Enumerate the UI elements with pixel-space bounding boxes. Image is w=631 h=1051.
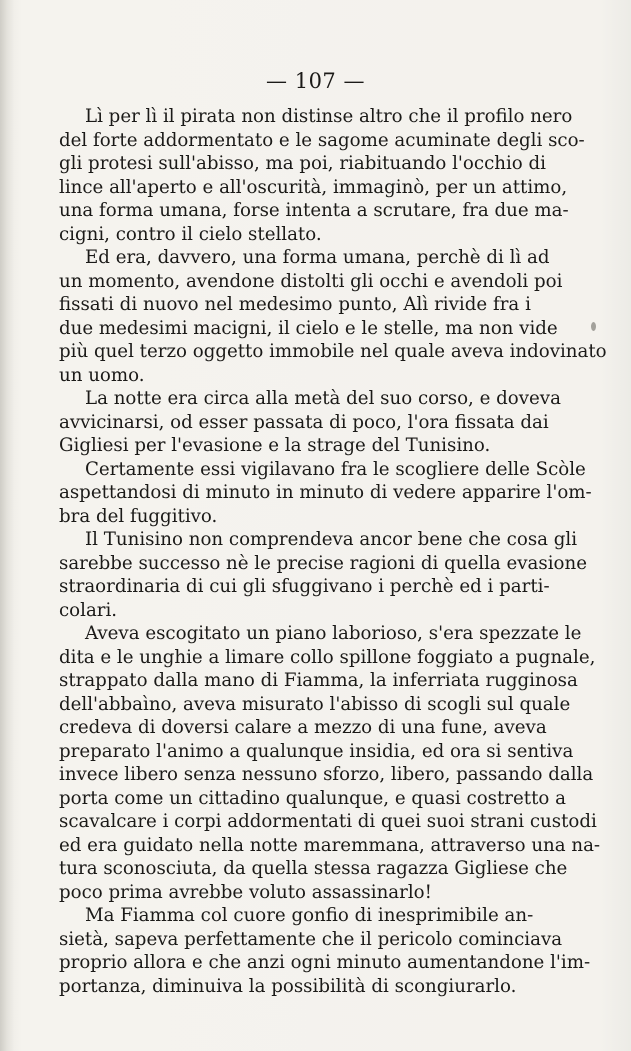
text-line: portanza, diminuiva la possibilità di scongiurarlo. [59,975,517,997]
text-line: ed era guidato nella notte maremmana, attraverso una na- [59,834,601,856]
text-line: scavalcare i corpi addormentati di quei suoi strani custodi [59,811,597,832]
text-line: fissati di nuovo nel medesimo punto, Alì rivide fra i [59,294,531,315]
text-line: poco prima avrebbe voluto assassinarlo! [59,881,432,903]
text-line: straordinaria di cui gli sfuggivano i perchè ed i parti- [59,576,550,597]
text-line: più quel terzo oggetto immobile nel quale aveva indovinato [59,341,607,362]
text-line: invece libero senza nessuno sforzo, libero, passando dalla [59,764,594,785]
text-line: sietà, sapeva perfettamente che il pericolo cominciava [59,928,563,950]
text-line: porta come un cittadino qualunque, e quasi costretto a [59,787,566,809]
text-line: Certamente essi vigilavano fra le scogliere delle Scòle [85,458,586,480]
text-line: del forte addormentato e le sagome acuminate degli sco- [59,129,585,151]
text-line: cigni, contro il cielo stellato. [59,223,322,245]
text-line: Aveva escogitato un piano laborioso, s'era spezzate le [85,623,582,644]
body-text [59,105,607,998]
text-line: credeva di doversi calare a mezzo di una fune, aveva [59,717,547,738]
paragraph [59,387,561,458]
text-line: lince all'aperto e all'oscurità, immaginò, per un attimo, [59,176,568,198]
text-line: dell'abbaìno, aveva misurato l'abisso di scogli sul quale [59,693,571,715]
text-line: un uomo. [59,364,145,386]
text-line: dita e le unghie a limare collo spillone foggiato a pugnale, [59,646,596,668]
paragraph [59,622,601,904]
text-line: bra del fuggitivo. [59,505,218,527]
text-line: proprio allora e che anzi ogni minuto aumentandone l'im- [59,952,591,973]
text-line: aspettandosi di minuto in minuto di vedere apparire l'om- [59,482,592,503]
text-line: Il Tunisino non comprendeva ancor bene che cosa gli [85,529,578,550]
text-line: sarebbe successo nè le precise ragioni di quella evasione [59,552,587,574]
text-line: tura sconosciuta, da quella stessa ragazza Gigliese che [59,858,568,879]
text-line: Lì per lì il pirata non distinse altro che il profilo nero [85,106,573,127]
paragraph [59,528,587,622]
text-line: colari. [59,599,118,621]
text-line: strappato dalla mano di Fiamma, la inferriata rugginosa [59,670,578,691]
page-spine-shadow [0,0,14,1051]
paragraph [59,458,592,529]
text-line: Gigliesi per l'evasione e la strage del Tunisino. [59,435,491,456]
text-line: gli protesi sull'abisso, ma poi, riabituando l'occhio di [59,153,546,174]
paragraph [59,246,607,387]
paragraph [59,904,591,998]
paper-speck [591,322,596,331]
text-line: Ma Fiamma col cuore gonfio di inesprimibile an- [85,905,534,926]
text-line: due medesimi macigni, il cielo e le stelle, ma non vide [59,317,558,339]
text-line: avvicinarsi, od esser passata di poco, l'ora fissata dai [59,411,549,433]
text-line: Ed era, davvero, una forma umana, perchè di lì ad [85,247,550,268]
text-line: La notte era circa alla metà del suo corso, e doveva [85,388,561,409]
page-number: — 107 — [266,69,365,93]
text-line: un momento, avendone distolti gli occhi e avendoli poi [59,270,563,292]
text-line: una forma umana, forse intenta a scrutare, fra due ma- [59,200,569,221]
text-line: preparato l'animo a qualunque insidia, ed ora si sentiva [59,740,574,762]
paragraph [59,105,585,246]
